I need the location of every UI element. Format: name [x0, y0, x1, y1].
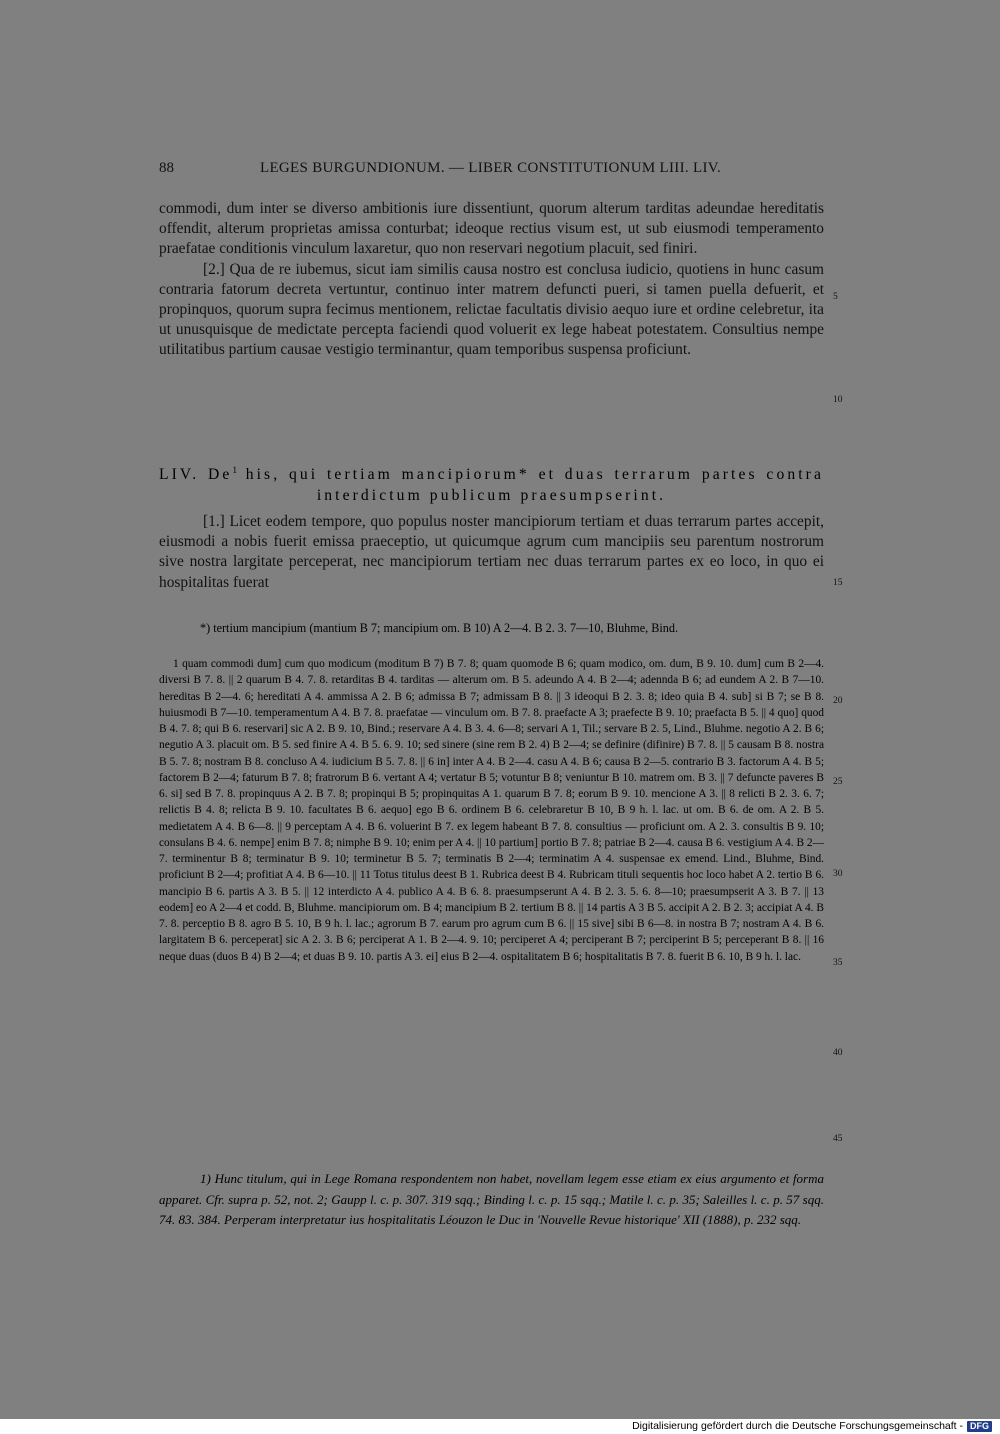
title-text: his, qui tertiam mancipiorum* et duas terrarum partes contra — [236, 466, 824, 484]
section-title — [159, 460, 824, 506]
main-text-block — [159, 199, 824, 361]
line-number-15: 15 — [833, 578, 843, 588]
line-number-10: 10 — [833, 395, 843, 405]
title-prefix: LIV. De — [159, 466, 233, 484]
digitization-credit — [632, 1419, 992, 1434]
footnote — [159, 1169, 824, 1231]
credit-text: Digitalisierung gefördert durch die Deutsche Forschungsgemeinschaft - — [632, 1420, 963, 1432]
page-number: 88 — [159, 160, 174, 176]
line-number-40: 40 — [833, 1048, 843, 1058]
paragraph-1: commodi, dum inter se diverso ambitionis iure dissentiunt, quorum alterum tarditas adeundae hereditatis offendit, alterum proprietas amissa conturbat; ideoque rectius visum est, ut sub eiusmodi temperamento praefatae conditionis vinculum laxaretur, quo non reservari negotium placuit, sed finiri. — [159, 200, 824, 258]
line-number-5: 5 — [833, 292, 838, 302]
apparatus-text: 1 quam commodi dum] cum quo modicum (moditum B 7) B 7. 8; quam quomode B 6; quam modico, om. dum, B 9. 10. dum] cum B 2—4. diversi B 7. 8. || 2 quarum B 4. 7. 8. retarditas B 4. tarditas — alterum om. B 5. adeundo A 4. B 2—4; adennda B 6; ad eundem A 2. B 7—10. hereditas B 2—4. 6; hereditati A 4. ammissa A 2. B 6; admissa B 7; admissam B 8. || 3 ideoqui B 2. 3. 8; ideo quia B 4. sub] si B 7; se B 8. huiusmodi B 7—10. temperamentum A 4. B 7. 8. praefatae — vinculum om. B 7. 8. praefacte A 3; praefecte B 9. 10; praefacta B 5. || 4 quo] quod B 4. 7. 8; qui B 6. reservari] sic A 2. B 9. 10, Bind.; reservare A 4. B 3. 4. 6—8; servari A 1, Til.; servare B 2. 5, Lind., Bluhme. negotio A 2. B 6; negutio A 3. placuit om. B 5. sed finire A 4. B 5. 6. 9. 10; sed sinere (sine rem B 2. 4) B 2—4; se definire (difinire) B 7. 8. || 5 causam B 8. nostra B 5. 7. 8; nostram B 8. concluso A 4. iudicium B 5. 7. 8. || 6 in] inter A 4. B 2—4. casu A 4. B 6; causa B 2—5. contrario B 3. factorum A 4. B 5; factorem B 2—4; faturum B 7. 8; fratrorum B 6. vertant A 4; vertatur B 5; votuntur B 8; veniuntur B 10. matrem om. B 3. || 7 defuncte paveres B 6. si] sed B 7. 8. propinquus A 2. B 7. 8; propinqui B 5; propinquitas A 1. quarum B 7. 8; eorum B 9. 10. mencione A 3. || 8 relicti B 2. 3. 6. 7; relictis B 4. 8; relicta B 9. 10. facultates B 6. aequo] ego B 6. ordinem B 6. celebraretur B 10, B 9 h. l. lac. ut om. B 6. de om. A 2. B 5. medietatem A 4. B 6—8. || 9 perceptam A 4. B 6. voluerint B 7. ex legem habeant B 7. 8. consultius — proficiunt om. A 2. 3. consultis B 9. 10; consulans B 4. 6. nempe] enim B 7. 8; nimphe B 9. 10; enim per A 4. || 10 partium] portio B 7. 8; patriae B 2—4. causa B 6. vestigium A 4. B 2—7. terminentur B 8; terminatur B 9. 10; terminetur B 5. 7; terminatis B 2—4; terminatim A 4. suspensae ex emend. Lind., Bluhme, Bind. proficiunt B 2—4; profitiat A 4. B 6—10. || 11 Totus titulus deest B 1. Rubrica deest B 4. Rubricam tituli sequentis hoc loco habet A 2. tertio B 6. mancipio B 6. partis A 3. B 5. || 12 interdicto A 4. publico A 4. B 6. 8. praesumpserunt A 4. B 2. 3. 5. 6. 8—10; praesumpserit A 3. B 7. || 13 eodem] eo A 2—4 et codd. B, Bluhme. mancipiorum om. B 4; mancipium B 2. tertium B 8. || 14 partis A 3 B 5. accipit A 2. B 2. 3; accipiat A 4. B 7. 8. perceptio B 8. agro B 5. 10, B 9 h. l. lac.; agrorum B 7. earum pro agrum cum B 6. || 15 sive] sibi B 6—8. in nostra B 7; nostram A 4. B 6. largitatem B 6. perceperat] sic A 2. 3. B 6; perciperat A 1. B 2—4. 9. 10; perciperet A 4; perciperant B 7; perciperint B 5; perceperant B 8. || 16 neque duas (duos B 4) B 2—4; et duas B 9. 10. partis A 3. ei] eius B 2—4. ospitalitatem B 6; hospitalitatis B 7. 8. fuerit B 6. 10, B 9 h. l. lac. — [159, 658, 824, 963]
line-number-35: 35 — [833, 958, 843, 968]
footnote-text: 1) Hunc titulum, qui in Lege Romana respondentem non habet, novellam legem esse etiam ex eius argumento et forma apparet. Cfr. supra p. 52, not. 2; Gaupp l. c. p. 307. 319 sqq.; Binding l. c. p. 15 sqq.; Matile l. c. p. 35; Saleilles l. c. p. 57 sqq. 74. 83. 384. Perperam interpretatur ius hospitalitatis Léouzon le Duc in 'Nouvelle Revue historique' XII (1888), p. 232 sqq. — [159, 1171, 824, 1227]
running-header — [159, 160, 824, 182]
dfg-logo[interactable]: DFG — [967, 1421, 992, 1432]
title-line-2: interdictum publicum praesumpserint. — [316, 486, 667, 504]
line-number-30: 30 — [833, 869, 843, 879]
title-line-1 — [159, 460, 824, 486]
asterisk-note: *) tertium mancipium (mantium B 7; mancipium om. B 10) A 2—4. B 2. 3. 7—10, Bluhme, Bind. — [200, 621, 678, 635]
paragraph-2: [2.] Qua de re iubemus, sicut iam similis causa nostro est conclusa iudicio, quotiens in hunc casum contraria fatorum decreta vertuntur, continuo inter matrem defuncti pueri, si tamen puella defuerit, et propinquos, quorum supra fecimus mentionem, relictae facultatis divisio aequo iure et ordine celebretur, ita ut unusquisque de medictate percepta faciendi quod voluerit ex lege habeat potestatem. Consultius nempe utilitatibus partium causae vestigio terminantur, quam temporibus suspensa proficiunt. — [159, 260, 824, 359]
section-text-block — [159, 512, 824, 593]
section-paragraph-1: [1.] Licet eodem tempore, quo populus noster mancipiorum tertiam et duas terrarum partes accepit, eiusmodi a nobis fuerit emissa praeceptio, ut quicumque agrum cum mancipiis seu parentum nostrorum sive nostra largitate perceperat, nec mancipiorum tertiam nec duas terrarum partes ex eo loco, in quo ei hospitalitas fuerat — [159, 513, 824, 591]
running-title: LEGES BURGUNDIONUM. — LIBER CONSTITUTIONUM LIII. LIV. — [260, 160, 722, 176]
footnote-marker: 1 — [232, 465, 237, 475]
line-number-25: 25 — [833, 777, 843, 787]
line-number-20: 20 — [833, 696, 843, 706]
critical-apparatus — [159, 656, 824, 965]
line-number-45: 45 — [833, 1134, 843, 1144]
